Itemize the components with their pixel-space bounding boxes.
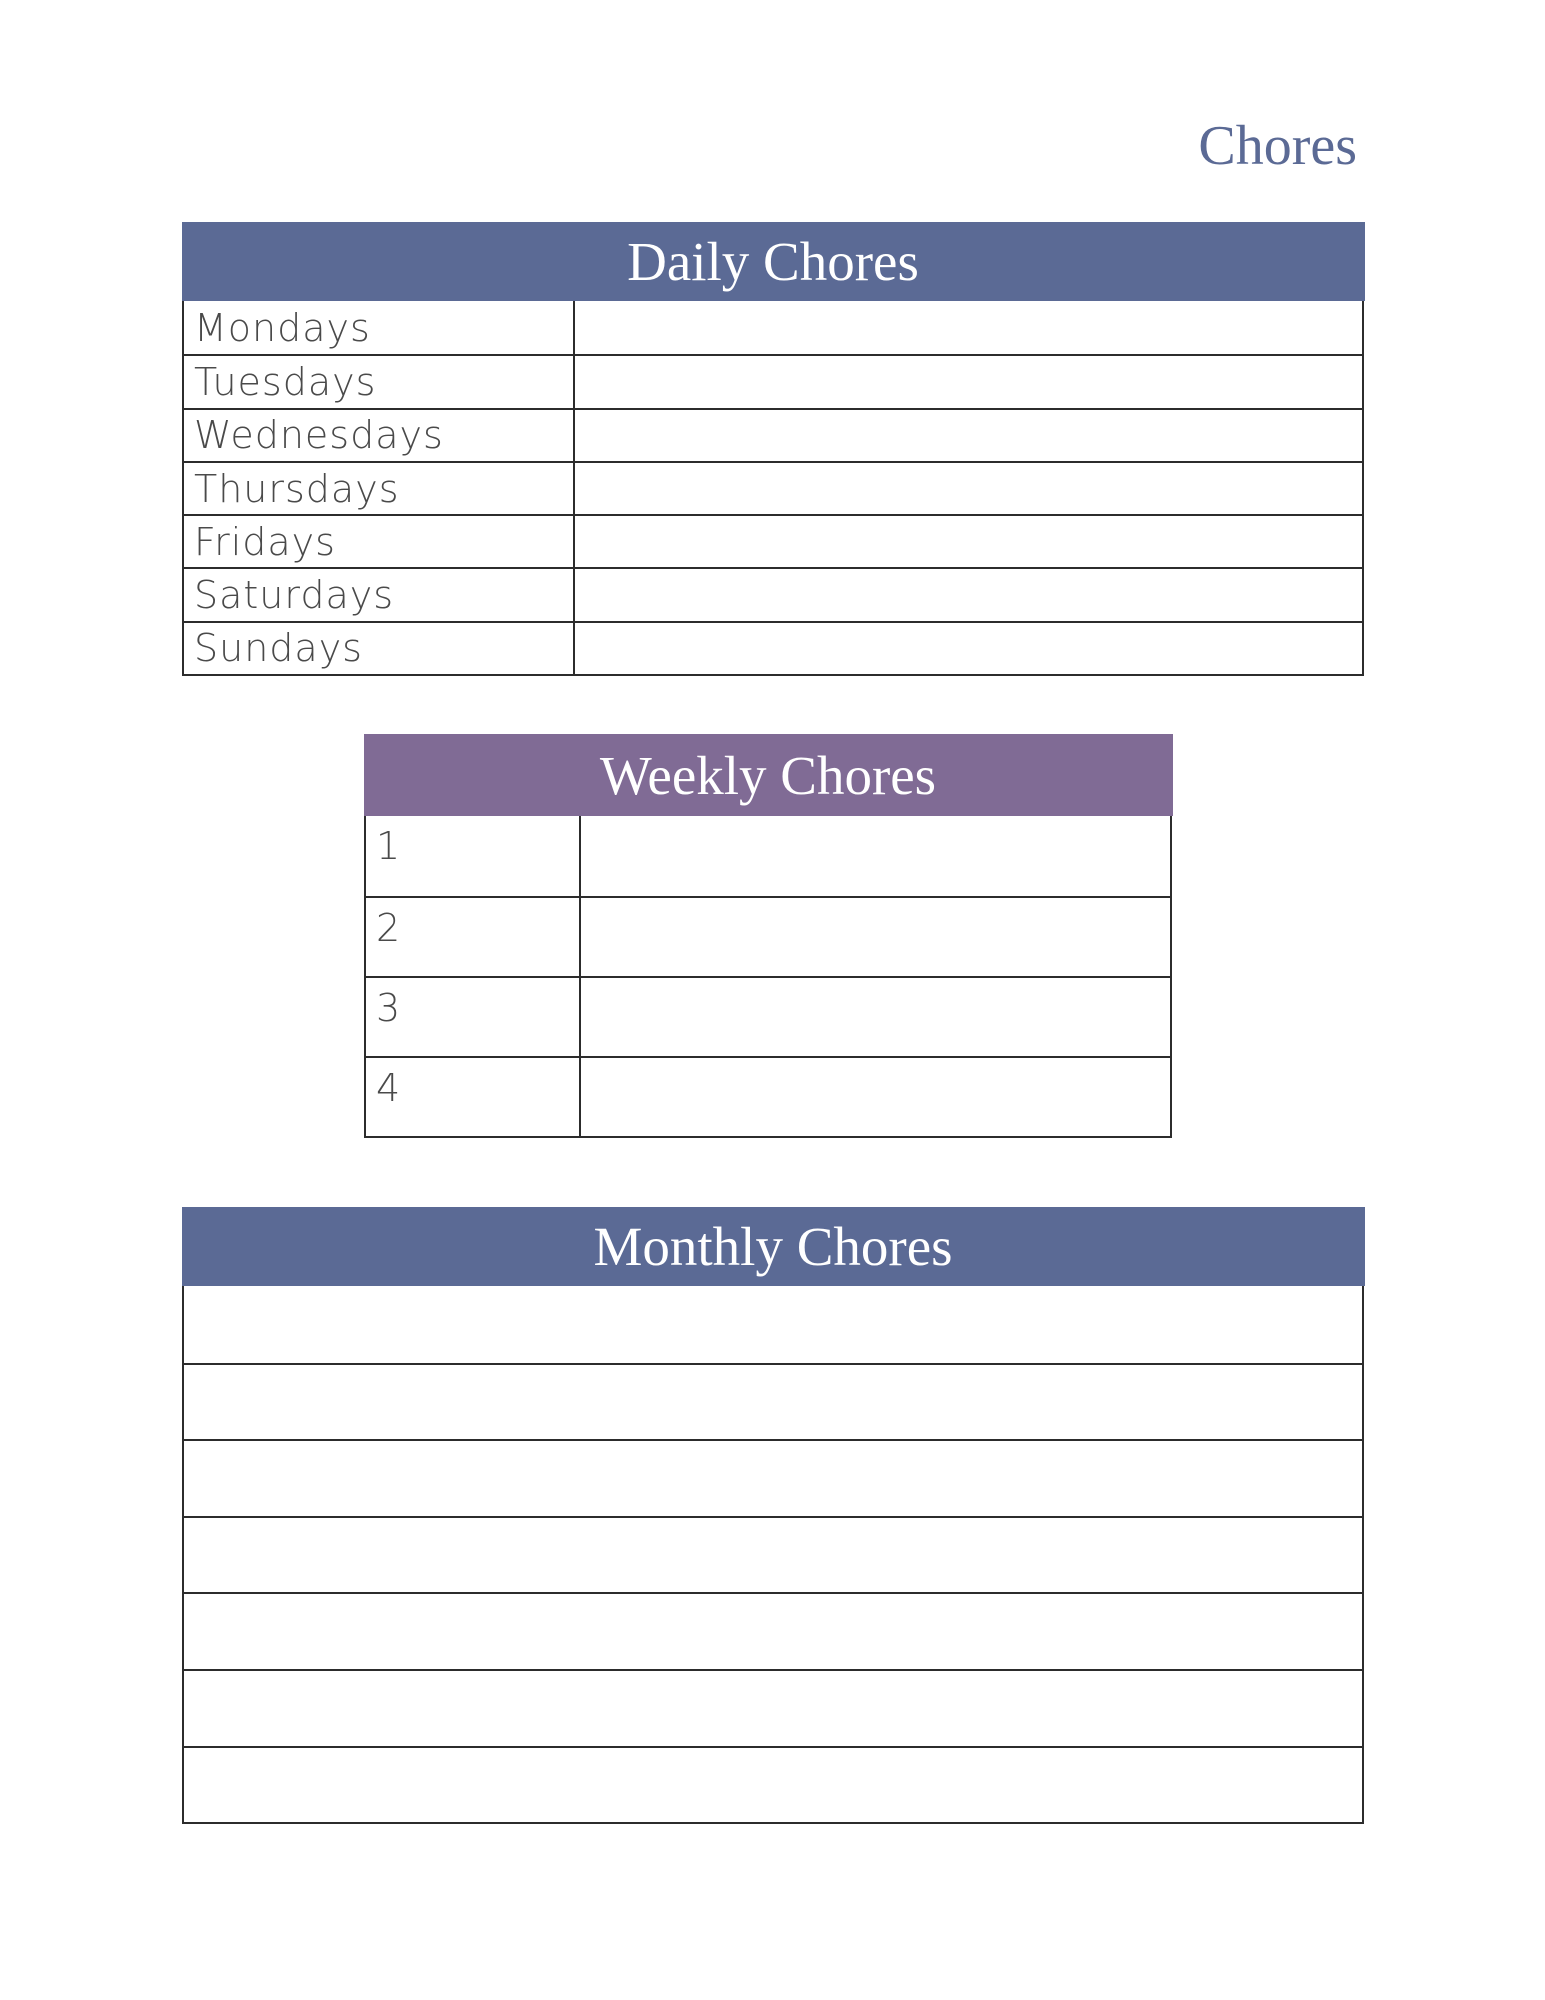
- table-row: [184, 1439, 1362, 1516]
- week-number-label: 2: [366, 898, 581, 976]
- chore-entry-field[interactable]: [575, 463, 1362, 514]
- table-row: [184, 1669, 1362, 1746]
- week-number-label: 3: [366, 978, 581, 1056]
- chore-entry-field[interactable]: [184, 1365, 1362, 1440]
- day-label: Sundays: [184, 623, 575, 674]
- daily-chores-header: Daily Chores: [182, 222, 1365, 301]
- weekly-chores-rows: [366, 816, 1170, 1136]
- table-row: [184, 461, 1362, 514]
- table-row: [366, 896, 1170, 976]
- week-number-label: 1: [366, 816, 581, 896]
- table-row: [184, 567, 1362, 620]
- chore-entry-field[interactable]: [581, 816, 1170, 896]
- day-label: Tuesdays: [184, 356, 575, 407]
- chore-entry-field[interactable]: [184, 1671, 1362, 1746]
- monthly-chores-rows: [184, 1286, 1362, 1822]
- monthly-chores-header: Monthly Chores: [182, 1207, 1365, 1286]
- chore-entry-field[interactable]: [575, 356, 1362, 407]
- chore-entry-field[interactable]: [575, 516, 1362, 567]
- chore-entry-field[interactable]: [581, 898, 1170, 976]
- table-row: [184, 408, 1362, 461]
- chore-entry-field[interactable]: [575, 569, 1362, 620]
- week-number-label: 4: [366, 1058, 581, 1136]
- chore-entry-field[interactable]: [581, 1058, 1170, 1136]
- table-row: [184, 354, 1362, 407]
- weekly-chores-table: [364, 734, 1172, 1138]
- daily-chores-table: [182, 222, 1364, 676]
- table-row: [184, 1746, 1362, 1823]
- monthly-chores-table: [182, 1207, 1364, 1824]
- chore-entry-field[interactable]: [581, 978, 1170, 1056]
- chore-entry-field[interactable]: [184, 1441, 1362, 1516]
- chore-entry-field[interactable]: [575, 410, 1362, 461]
- day-label: Thursdays: [184, 463, 575, 514]
- day-label: Fridays: [184, 516, 575, 567]
- table-row: [184, 621, 1362, 674]
- table-row: [184, 1516, 1362, 1593]
- day-label: Saturdays: [184, 569, 575, 620]
- table-row: [184, 1286, 1362, 1363]
- table-row: [184, 1363, 1362, 1440]
- daily-chores-rows: [184, 301, 1362, 674]
- table-row: [184, 1592, 1362, 1669]
- weekly-chores-header: Weekly Chores: [364, 734, 1173, 816]
- table-row: [184, 301, 1362, 354]
- chore-entry-field[interactable]: [184, 1286, 1362, 1363]
- chore-entry-field[interactable]: [184, 1748, 1362, 1823]
- day-label: Mondays: [184, 301, 575, 354]
- chore-entry-field[interactable]: [575, 623, 1362, 674]
- table-row: [366, 976, 1170, 1056]
- chore-entry-field[interactable]: [184, 1594, 1362, 1669]
- page-title: Chores: [1198, 115, 1357, 177]
- chore-entry-field[interactable]: [575, 301, 1362, 354]
- table-row: [366, 1056, 1170, 1136]
- chore-entry-field[interactable]: [184, 1518, 1362, 1593]
- day-label: Wednesdays: [184, 410, 575, 461]
- table-row: [184, 514, 1362, 567]
- table-row: [366, 816, 1170, 896]
